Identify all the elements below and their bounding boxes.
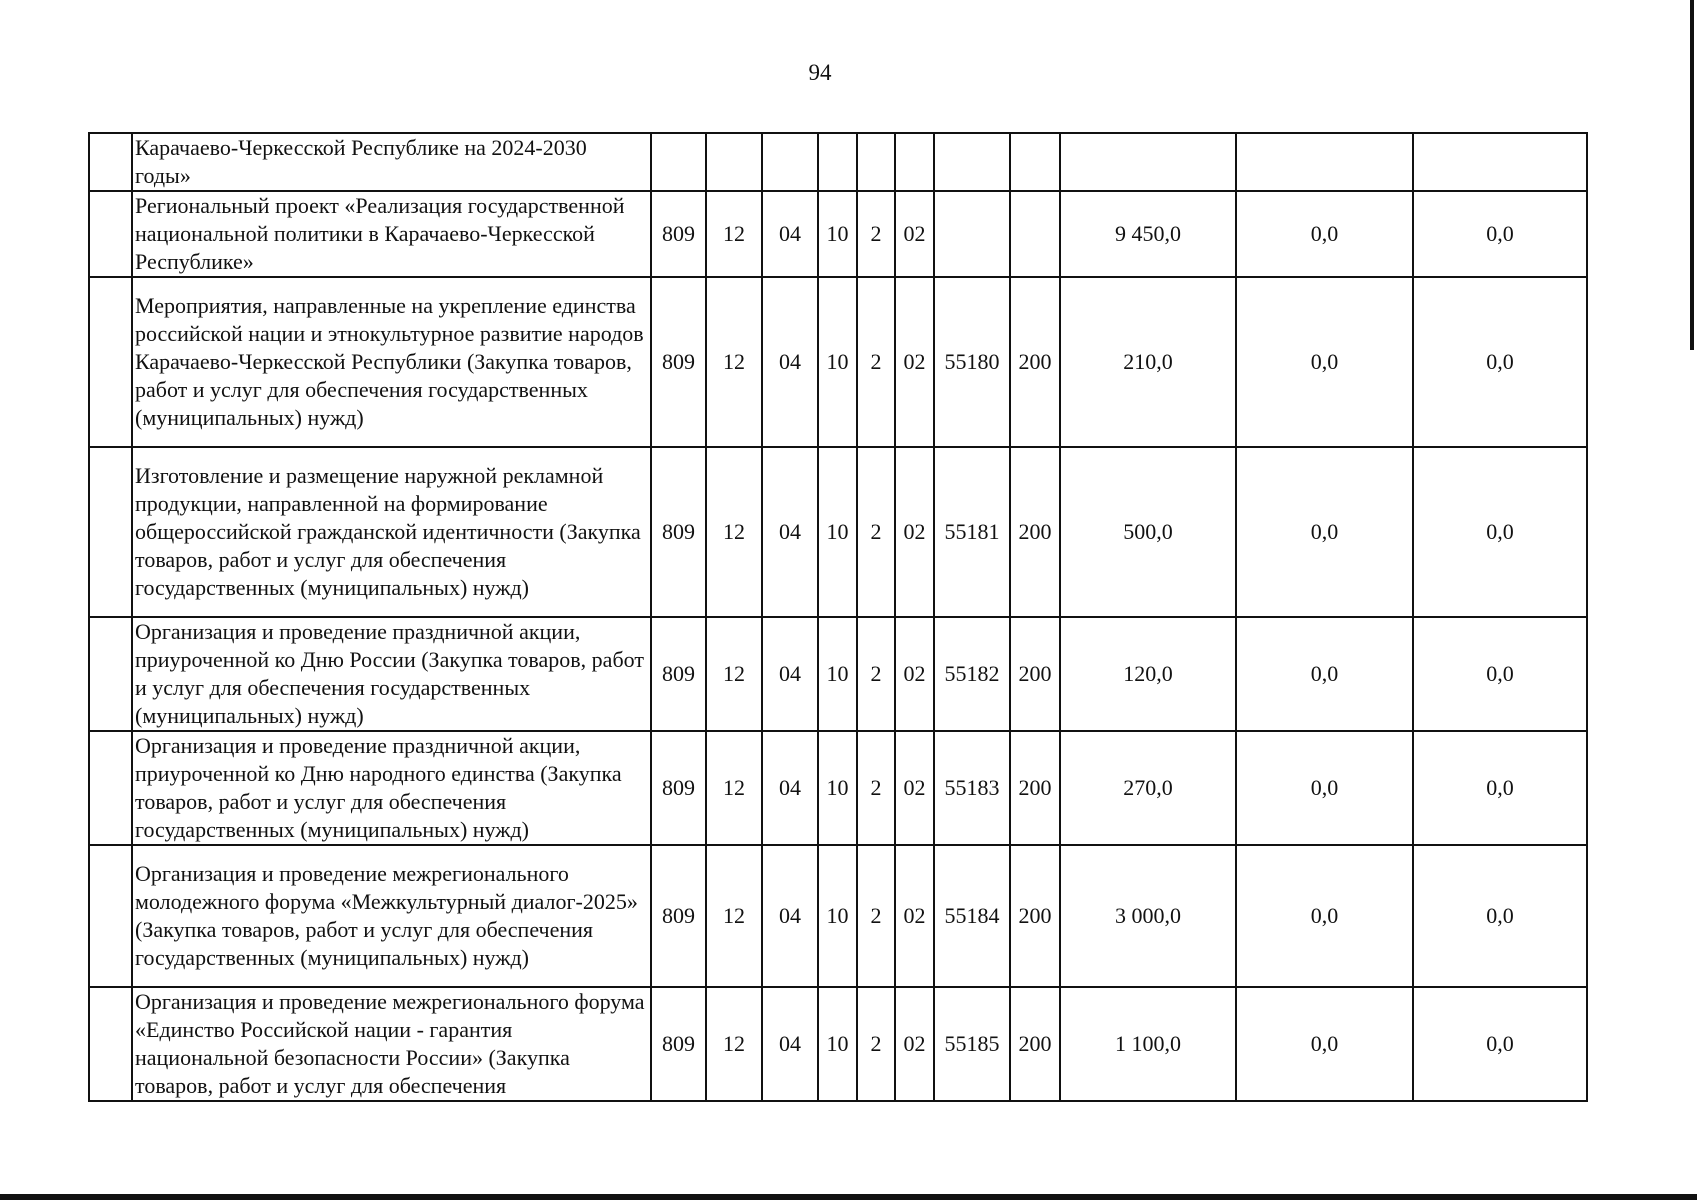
direction-code-cell: 55184 <box>934 845 1010 987</box>
scan-edge-line <box>1690 0 1694 350</box>
amount-2025-cell: 210,0 <box>1060 277 1236 447</box>
section-cell: 12 <box>706 987 762 1101</box>
item-name-cell: Организация и проведение праздничной акции, приуроченной ко Дню России (Закупка товаров, работ и услуг для обеспечения государственных (муниципальных) нужд) <box>132 617 651 731</box>
item-name-cell: Изготовление и размещение наружной рекламной продукции, направленной на формирование общероссийской гражданской идентичности (Закупка товаров, работ и услуг для обеспечения государственных (муниципальных) нужд) <box>132 447 651 617</box>
project-code-cell: 02 <box>895 447 934 617</box>
row-number-cell <box>89 277 132 447</box>
program-code-cell: 10 <box>818 731 857 845</box>
project-code-cell: 02 <box>895 617 934 731</box>
project-code-cell: 02 <box>895 731 934 845</box>
project-code-cell <box>895 133 934 191</box>
grbs-cell: 809 <box>651 845 706 987</box>
amount-2027-cell: 0,0 <box>1413 731 1587 845</box>
grbs-cell: 809 <box>651 447 706 617</box>
item-name-cell: Карачаево-Черкесской Республике на 2024-2030 годы» <box>132 133 651 191</box>
grbs-cell: 809 <box>651 987 706 1101</box>
amount-2027-cell <box>1413 133 1587 191</box>
project-code-cell: 02 <box>895 191 934 277</box>
subsection-cell: 04 <box>762 617 818 731</box>
program-code-cell: 10 <box>818 277 857 447</box>
program-type-cell: 2 <box>857 617 895 731</box>
table-row <box>89 987 1587 1101</box>
page-bottom-edge <box>0 1194 1697 1200</box>
direction-code-cell <box>934 133 1010 191</box>
direction-code-cell: 55180 <box>934 277 1010 447</box>
grbs-cell: 809 <box>651 277 706 447</box>
subsection-cell <box>762 133 818 191</box>
amount-2027-cell: 0,0 <box>1413 447 1587 617</box>
grbs-cell: 809 <box>651 617 706 731</box>
grbs-cell <box>651 133 706 191</box>
table-row <box>89 845 1587 987</box>
subsection-cell: 04 <box>762 987 818 1101</box>
program-code-cell: 10 <box>818 987 857 1101</box>
program-code-cell: 10 <box>818 617 857 731</box>
direction-code-cell: 55185 <box>934 987 1010 1101</box>
section-cell: 12 <box>706 191 762 277</box>
table-row <box>89 731 1587 845</box>
direction-code-cell: 55182 <box>934 617 1010 731</box>
program-type-cell: 2 <box>857 277 895 447</box>
expense-type-cell: 200 <box>1010 277 1060 447</box>
amount-2025-cell <box>1060 133 1236 191</box>
table-row <box>89 617 1587 731</box>
expense-type-cell: 200 <box>1010 447 1060 617</box>
program-type-cell: 2 <box>857 191 895 277</box>
row-number-cell <box>89 191 132 277</box>
row-number-cell <box>89 731 132 845</box>
project-code-cell: 02 <box>895 845 934 987</box>
program-type-cell: 2 <box>857 731 895 845</box>
item-name-cell: Организация и проведение праздничной акции, приуроченной ко Дню народного единства (Закупка товаров, работ и услуг для обеспечения государственных (муниципальных) нужд) <box>132 731 651 845</box>
expense-type-cell: 200 <box>1010 845 1060 987</box>
table-row <box>89 277 1587 447</box>
direction-code-cell: 55183 <box>934 731 1010 845</box>
amount-2026-cell: 0,0 <box>1236 191 1413 277</box>
amount-2026-cell: 0,0 <box>1236 617 1413 731</box>
row-number-cell <box>89 845 132 987</box>
amount-2026-cell <box>1236 133 1413 191</box>
amount-2027-cell: 0,0 <box>1413 845 1587 987</box>
amount-2027-cell: 0,0 <box>1413 191 1587 277</box>
program-type-cell <box>857 133 895 191</box>
table-row <box>89 191 1587 277</box>
row-number-cell <box>89 133 132 191</box>
amount-2026-cell: 0,0 <box>1236 731 1413 845</box>
program-code-cell: 10 <box>818 845 857 987</box>
table-row <box>89 133 1587 191</box>
amount-2026-cell: 0,0 <box>1236 987 1413 1101</box>
row-number-cell <box>89 617 132 731</box>
program-code-cell <box>818 133 857 191</box>
expense-type-cell <box>1010 133 1060 191</box>
section-cell: 12 <box>706 845 762 987</box>
section-cell: 12 <box>706 277 762 447</box>
program-code-cell: 10 <box>818 447 857 617</box>
project-code-cell: 02 <box>895 987 934 1101</box>
item-name-cell: Организация и проведение межрегионального форума «Единство Российской нации - гарантия национальной безопасности России» (Закупка товаров, работ и услуг для обеспечения <box>132 987 651 1101</box>
subsection-cell: 04 <box>762 447 818 617</box>
budget-table <box>88 132 1588 1102</box>
direction-code-cell: 55181 <box>934 447 1010 617</box>
amount-2026-cell: 0,0 <box>1236 447 1413 617</box>
amount-2027-cell: 0,0 <box>1413 987 1587 1101</box>
subsection-cell: 04 <box>762 277 818 447</box>
expense-type-cell <box>1010 191 1060 277</box>
amount-2025-cell: 3 000,0 <box>1060 845 1236 987</box>
amount-2025-cell: 1 100,0 <box>1060 987 1236 1101</box>
table-row <box>89 447 1587 617</box>
page-number: 94 <box>808 60 832 85</box>
expense-type-cell: 200 <box>1010 731 1060 845</box>
amount-2027-cell: 0,0 <box>1413 277 1587 447</box>
item-name-cell: Организация и проведение межрегионального молодежного форума «Межкультурный диалог-2025» (Закупка товаров, работ и услуг для обеспечения государственных (муниципальных) нужд) <box>132 845 651 987</box>
program-type-cell: 2 <box>857 987 895 1101</box>
program-code-cell: 10 <box>818 191 857 277</box>
subsection-cell: 04 <box>762 845 818 987</box>
expense-type-cell: 200 <box>1010 987 1060 1101</box>
grbs-cell: 809 <box>651 191 706 277</box>
program-type-cell: 2 <box>857 845 895 987</box>
direction-code-cell <box>934 191 1010 277</box>
row-number-cell <box>89 447 132 617</box>
program-type-cell: 2 <box>857 447 895 617</box>
section-cell <box>706 133 762 191</box>
amount-2027-cell: 0,0 <box>1413 617 1587 731</box>
amount-2025-cell: 9 450,0 <box>1060 191 1236 277</box>
grbs-cell: 809 <box>651 731 706 845</box>
amount-2025-cell: 120,0 <box>1060 617 1236 731</box>
amount-2026-cell: 0,0 <box>1236 845 1413 987</box>
section-cell: 12 <box>706 617 762 731</box>
section-cell: 12 <box>706 447 762 617</box>
row-number-cell <box>89 987 132 1101</box>
subsection-cell: 04 <box>762 191 818 277</box>
subsection-cell: 04 <box>762 731 818 845</box>
amount-2025-cell: 270,0 <box>1060 731 1236 845</box>
expense-type-cell: 200 <box>1010 617 1060 731</box>
amount-2025-cell: 500,0 <box>1060 447 1236 617</box>
section-cell: 12 <box>706 731 762 845</box>
item-name-cell: Мероприятия, направленные на укрепление единства российской нации и этнокультурное развитие народов Карачаево-Черкесской Республики (Закупка товаров, работ и услуг для обеспечения государственных (муниципальных) нужд) <box>132 277 651 447</box>
project-code-cell: 02 <box>895 277 934 447</box>
amount-2026-cell: 0,0 <box>1236 277 1413 447</box>
item-name-cell: Региональный проект «Реализация государственной национальной политики в Карачаево-Черкесской Республике» <box>132 191 651 277</box>
